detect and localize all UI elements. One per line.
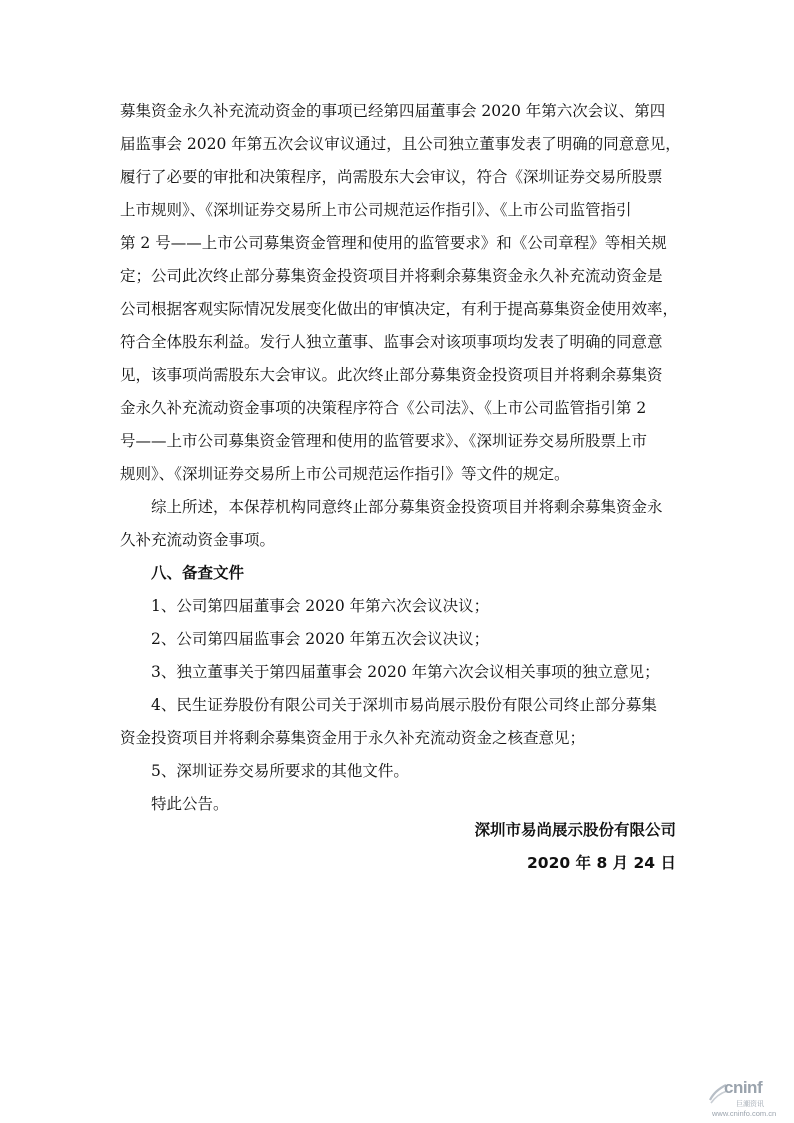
body-line: 符合全体股东利益。发行人独立董事、监事会对该项事项均发表了明确的同意意 — [120, 333, 663, 351]
logo-subtitle: 巨潮资讯 — [736, 1100, 764, 1108]
body-line: 公司根据客观实际情况发展变化做出的审慎决定，有利于提高募集资金使用效率， — [120, 300, 679, 318]
signature-company: 深圳市易尚展示股份有限公司 — [474, 821, 676, 839]
list-item: 1、公司第四届董事会 2020 年第六次会议决议； — [151, 597, 490, 615]
logo-text: cninf — [724, 1078, 763, 1097]
body-line: 号——上市公司募集资金管理和使用的监管要求》、《深圳证券交易所股票上市 — [120, 432, 648, 450]
section-heading: 八、备查文件 — [151, 564, 245, 582]
signature-date: 2020 年 8 月 24 日 — [527, 854, 676, 872]
body-line: 募集资金永久补充流动资金的事项已经第四届董事会 2020 年第六次会议、第四 — [120, 102, 666, 120]
body-line: 上市规则》、《深圳证券交易所上市公司规范运作指引》、《上市公司监管指引 — [120, 201, 632, 219]
logo-url: www.cninfo.com.cn — [712, 1109, 777, 1118]
cninfo-watermark-logo — [708, 1078, 794, 1118]
summary-line: 综上所述，本保荐机构同意终止部分募集资金投资项目并将剩余募集资金永 — [151, 498, 663, 516]
body-line: 履行了必要的审批和决策程序，尚需股东大会审议，符合《深圳证券交易所股票 — [120, 168, 663, 186]
body-line: 第 2 号——上市公司募集资金管理和使用的监管要求》和《公司章程》等相关规 — [120, 234, 667, 252]
body-line: 规则》、《深圳证券交易所上市公司规范运作指引》等文件的规定。 — [120, 465, 570, 483]
body-line: 届监事会 2020 年第五次会议审议通过，且公司独立董事发表了明确的同意意见， — [120, 135, 681, 153]
body-line: 见，该事项尚需股东大会审议。此次终止部分募集资金投资项目并将剩余募集资 — [120, 366, 663, 384]
body-line: 定；公司此次终止部分募集资金投资项目并将剩余募集资金永久补充流动资金是 — [120, 267, 663, 285]
summary-line: 久补充流动资金事项。 — [120, 531, 276, 549]
list-item: 5、深圳证券交易所要求的其他文件。 — [151, 762, 409, 780]
list-item: 4、民生证券股份有限公司关于深圳市易尚展示股份有限公司终止部分募集 — [151, 696, 657, 714]
closing-text: 特此公告。 — [151, 795, 229, 813]
document-body — [120, 95, 681, 821]
list-item: 3、独立董事关于第四届董事会 2020 年第六次会议相关事项的独立意见； — [151, 663, 660, 681]
list-item: 资金投资项目并将剩余募集资金用于永久补充流动资金之核查意见； — [120, 729, 586, 747]
body-line: 金永久补充流动资金事项的决策程序符合《公司法》、《上市公司监管指引第 2 — [120, 399, 647, 417]
list-item: 2、公司第四届监事会 2020 年第五次会议决议； — [151, 630, 490, 648]
